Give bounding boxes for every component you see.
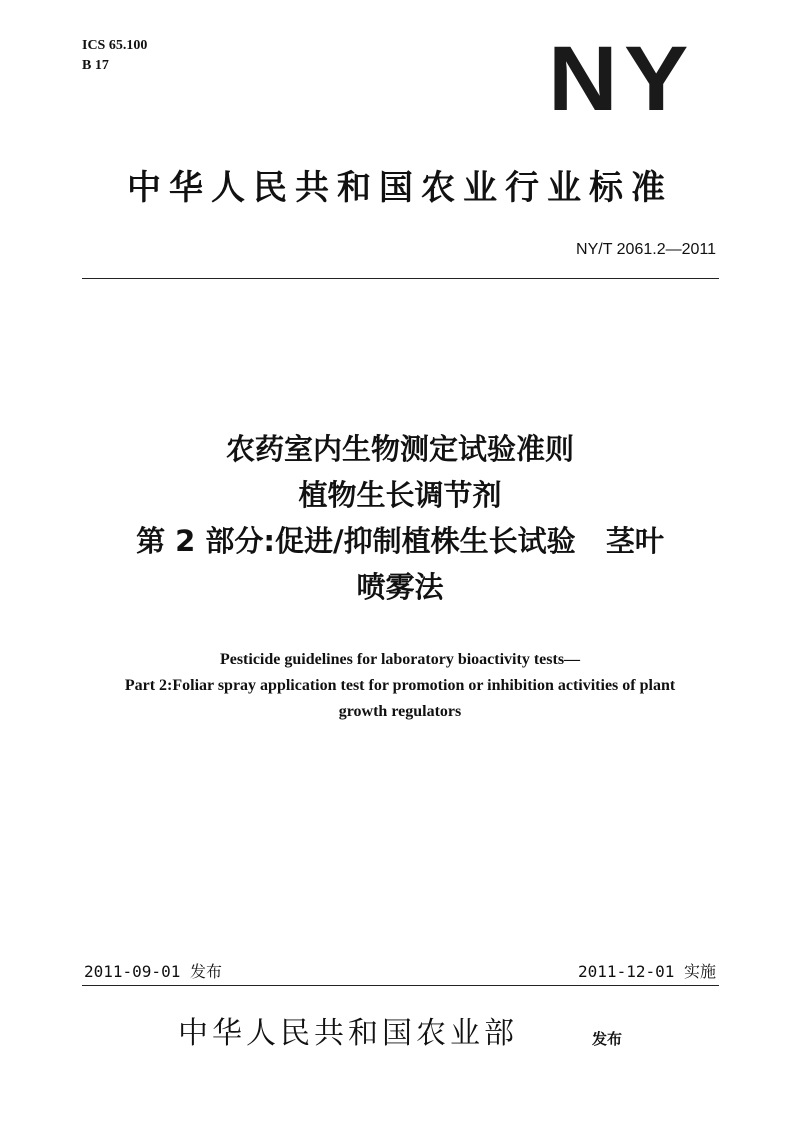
english-title-line: growth regulators [338,703,462,720]
issued-label: 发布 [592,1030,623,1048]
chinese-title-line: 第 2 部分:促进/抑制植株生长试验 茎叶 [136,524,664,558]
publish-date: 2011-09-01 发布 [84,962,222,981]
ics-code: ICS 65.100 [82,38,148,53]
top-divider [82,278,719,279]
classification-codes [82,36,147,76]
category-code: B 17 [82,58,109,73]
chinese-title-line: 植物生长调节剂 [298,478,502,512]
chinese-title-line: 喷雾法 [356,570,444,604]
chinese-title-line: 农药室内生物测定试验准则 [225,432,574,466]
english-title [0,647,800,725]
ny-logo: NY [548,28,695,130]
standard-type-title: 中华人民共和国农业行业标准 [127,168,673,208]
chinese-title [0,426,800,610]
implement-date: 2011-12-01 实施 [578,962,716,981]
standard-code: NY/T 2061.2—2011 [576,241,716,258]
english-title-line: Part 2:Foliar spray application test for promotion or inhibition activities of plant [124,677,676,694]
issuing-ministry: 中华人民共和国农业部 [178,1016,518,1051]
bottom-divider [82,985,719,986]
english-title-line: Pesticide guidelines for laboratory bioactivity tests— [219,651,581,668]
